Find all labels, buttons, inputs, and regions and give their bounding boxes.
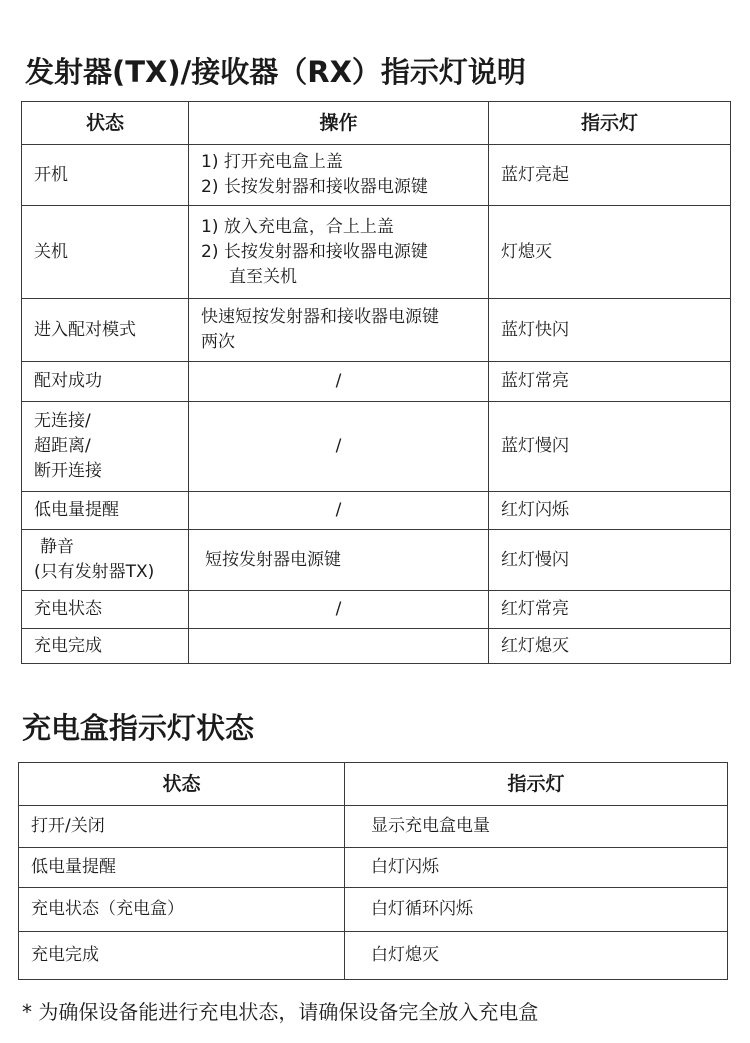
operation-cell: / xyxy=(189,591,489,629)
header-indicator: 指示灯 xyxy=(489,102,731,145)
indicator-cell: 蓝灯亮起 xyxy=(489,145,731,206)
header-state: 状态 xyxy=(22,102,189,145)
operation-cell: 快速短按发射器和接收器电源键 两次 xyxy=(189,299,489,362)
header-state: 状态 xyxy=(19,763,345,806)
operation-cell: 短按发射器电源键 xyxy=(189,530,489,591)
state-cell: 进入配对模式 xyxy=(22,299,189,362)
operation-cell: / xyxy=(189,362,489,402)
footnote: * 为确保设备能进行充电状态，请确保设备完全放入充电盒 xyxy=(22,1000,539,1024)
state-cell: 低电量提醒 xyxy=(19,848,345,888)
header-operation: 操作 xyxy=(189,102,489,145)
state-cell: 打开/关闭 xyxy=(19,806,345,848)
indicator-cell: 白灯循环闪烁 xyxy=(345,888,728,932)
state-cell: 充电完成 xyxy=(19,932,345,980)
table-row xyxy=(22,492,731,530)
operation-cell: / xyxy=(189,492,489,530)
indicator-cell: 显示充电盒电量 xyxy=(345,806,728,848)
indicator-cell: 蓝灯常亮 xyxy=(489,362,731,402)
table-header-row xyxy=(19,763,728,806)
table-row xyxy=(19,806,728,848)
state-cell: 充电完成 xyxy=(22,629,189,664)
state-cell: 低电量提醒 xyxy=(22,492,189,530)
indicator-cell: 灯熄灭 xyxy=(489,206,731,299)
indicator-cell: 白灯熄灭 xyxy=(345,932,728,980)
table-row xyxy=(19,932,728,980)
table-row xyxy=(22,299,731,362)
table-row xyxy=(22,591,731,629)
charging-case-indicator-table xyxy=(18,762,728,980)
indicator-cell: 红灯闪烁 xyxy=(489,492,731,530)
table-row xyxy=(22,629,731,664)
operation-cell xyxy=(189,629,489,664)
header-indicator: 指示灯 xyxy=(345,763,728,806)
indicator-cell: 红灯常亮 xyxy=(489,591,731,629)
tx-rx-indicator-table xyxy=(21,101,731,664)
state-cell: 充电状态（充电盒） xyxy=(19,888,345,932)
indicator-cell: 蓝灯慢闪 xyxy=(489,402,731,492)
state-cell: 无连接/ 超距离/ 断开连接 xyxy=(22,402,189,492)
section-title: 充电盒指示灯状态 xyxy=(22,711,255,745)
operation-cell: 1) 打开充电盒上盖 2) 长按发射器和接收器电源键 xyxy=(189,145,489,206)
table-row xyxy=(19,848,728,888)
state-cell: 充电状态 xyxy=(22,591,189,629)
state-cell: 开机 xyxy=(22,145,189,206)
state-cell: 配对成功 xyxy=(22,362,189,402)
page-title: 发射器(TX)/接收器（RX）指示灯说明 xyxy=(25,55,526,89)
indicator-cell: 蓝灯快闪 xyxy=(489,299,731,362)
indicator-cell: 白灯闪烁 xyxy=(345,848,728,888)
table-row xyxy=(22,145,731,206)
operation-cell: 1) 放入充电盒，合上上盖 2) 长按发射器和接收器电源键 直至关机 xyxy=(189,206,489,299)
table-row xyxy=(22,402,731,492)
table-row xyxy=(19,888,728,932)
table-row xyxy=(22,362,731,402)
table-header-row xyxy=(22,102,731,145)
indicator-cell: 红灯慢闪 xyxy=(489,530,731,591)
state-cell: 关机 xyxy=(22,206,189,299)
table-row xyxy=(22,530,731,591)
state-cell: 静音 (只有发射器TX) xyxy=(22,530,189,591)
indicator-cell: 红灯熄灭 xyxy=(489,629,731,664)
operation-cell: / xyxy=(189,402,489,492)
table-row xyxy=(22,206,731,299)
